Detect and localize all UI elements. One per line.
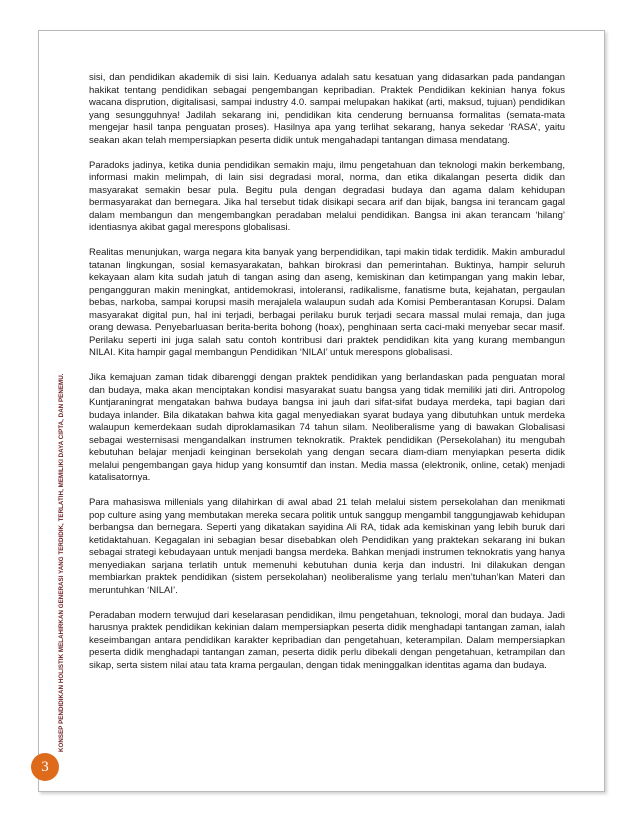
paragraph: Para mahasiswa millenials yang dilahirkan di awal abad 21 telah melalui sistem persekolahan dan menikmati pop culture asing yang membutakan mereka secara politik untuk sanggup mengambil tanggungjawab kehidupan berbangsa dan bernegara. Seperti yang dikatakan sayidina Ali RA, tidak ada kemiskinan yang lebih buruk dari ketidaktahuan. Kegagalan ini sebagian besar disebabkan oleh Pendidikan yang praktekan sekarang ini bukan sebagai strategi kebudayaan untuk menjadi bangsa merdeka. Bahkan menjadi instrumen teknokratis yang hanya menyediakan sarjana terlatih untuk memenuhi kebutuhan dunia kerja dan industri. Ini dilakukan dengan membiarkan praktek pendidikan (sistem persekolahan) neoliberalisme yang terlalu men’tuhan’kan Materi dan meruntuhkan ‘NILAI’. bbox=[89, 497, 565, 596]
page-number-badge: 3 bbox=[31, 753, 59, 781]
paragraph: Jika kemajuan zaman tidak dibarenggi dengan praktek pendidikan yang berlandaskan pada penguatan moral dan budaya, maka akan menciptakan kondisi masyarakat suatu bangsa yang tidak memiliki jati diri. Antropolog Kuntjaraningrat mengatakan bahwa budaya bangsa ini jauh dari sifat-sifat budaya merdeka, tapi bagian dari budaya inlander. Bila dikatakan bahwa kita gagal menyediakan syarat budaya yang dibutuhkan untuk merdeka walaupun kemerdekaan sudah diproklamasikan 74 tahun silam. Neoliberalisme yang di bawakan Globalisasi sebagai westernisasi mengandalkan instrumen teknokratik. Praktek pendidikan (Persekolahan) itu mengubah kebutuhan belajar menjadi keinginan bersekolah yang dengan secara diam-diam menyiapkan peserta didik melalui pengembangan gaya hidup yang konsumtif dan instan. Media massa (elektronik, online, cetak) menjadi katalisatornya. bbox=[89, 372, 565, 483]
paragraph: Paradoks jadinya, ketika dunia pendidikan semakin maju, ilmu pengetahuan dan teknologi makin berkembang, informasi makin melimpah, di lain sisi degradasi moral, norma, dan etika dikalangan peserta didik dan masyarakat semakin besar pula. Begitu pula dengan degradasi budaya dan agama dalam kehidupan bermasyarakat dan bernegara. Jika hal tersebut tidak disikapi secara arif dan bijak, bangsa ini terancam gagal dalam membangun dan mengembangkan peradaban melalui pendidikan. Bangsa ini akan terancam ‘hilang’ identiasnya akibat gagal merespons globalisasi. bbox=[89, 159, 565, 233]
article-body bbox=[89, 72, 565, 685]
paragraph: Peradaban modern terwujud dari keselarasan pendidikan, ilmu pengetahuan, teknologi, moral dan budaya. Jadi harusnya praktek pendidikan kekinian dalam mempersiapkan peserta didik menghadapi tantangan zaman, ialah keseimbangan antara pendidikan karakter kepribadian dan pengetahuan, keterampilan. Dalam mempersiapkan peserta didik menghadapi tantangan zaman, peserta didik perlu dibekali dengan pengetahuan, ketrampilan dan sikap, serta sistem nilai atau tata krama pergaulan, dengan tidak meninggalkan identitas agama dan budaya. bbox=[89, 609, 565, 671]
paragraph: sisi, dan pendidikan akademik di sisi lain. Keduanya adalah satu kesatuan yang didasarkan pada pandangan hakikat tentang pendidikan sebagai pengembangan kepribadian. Praktek Pendidikan kekinian hanya fokus wacana disprution, digitalisasi, sampai industry 4.0. sampai melupakan hakikat (arti, maksud, tujuan) pendidikan yang sesungguhnya! Jadilah sekarang ini, pendidikan kita cenderung bernuansa formalitas (semata-mata mengejar hasil tanpa penguatan proses). Hasilnya apa yang terlihat sekarang, hanya sekedar ‘RASA’, yaitu seakan akan telah mempersiapkan peserta didik untuk mengahadapi tantangan dimasa mendatang. bbox=[89, 72, 565, 146]
paragraph: Realitas menunjukan, warga negara kita banyak yang berpendidikan, tapi makin tidak terdidik. Makin amburadul tatanan lingkungan, sosial kemasyarakatan, bahkan birokrasi dan pemerintahan. Buktinya, hampir seluruh kekayaan alam kita sudah jatuh di tangan asing dan aseng, kemiskinan dan ketimpangan yang makin lebar, pengangguran makin meningkat, antidemokrasi, intoleransi, radikalisme, fanatisme buta, kejahatan, pergaulan bebas, narkoba, sampai korupsi masih merajalela walaupun sudah ada Komisi Pemberantasan Korupsi. Dalam masyarakat digital pun, hal ini terjadi, berbagai perilaku buruk terjadi secara massal mulai remaja, dan juga orang dewasa. Penyebarluasan berita-berita bohong (hoax), penghinaan serta caci-maki menyebar secar masif. Perilaku seperti ini juga salah satu contoh kontribusi dari praktek pendidikan kita yang kurang membangun NILAI. Kita hampir gagal membangun Pendidikan ‘NILAI’ untuk merespons globalisasi. bbox=[89, 247, 565, 358]
running-title: KONSEP PENDIDIKAN HOLISTIK MELAHIRKAN GENERASI YANG TERDIDIK, TERLATIH, MEMILIKI DAYA CIPTA, DAN PENEMU. bbox=[58, 373, 65, 752]
